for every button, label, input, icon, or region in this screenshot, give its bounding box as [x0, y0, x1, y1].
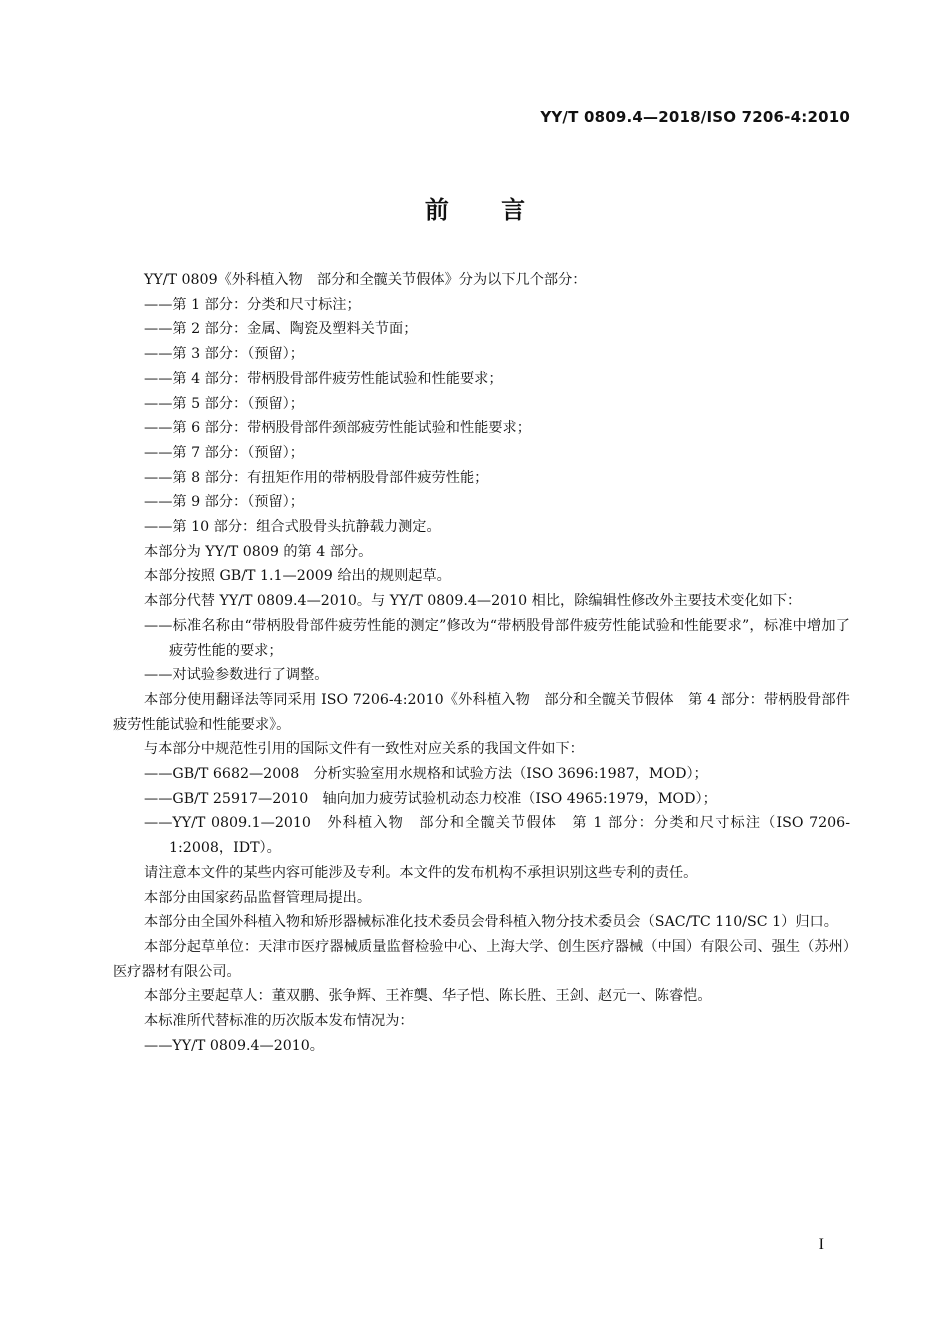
change-list-item: ——标准名称由“带柄股骨部件疲劳性能的测定”修改为“带柄股骨部件疲劳性能试验和性能要求”，标准中增加了疲劳性能的要求； — [144, 617, 850, 659]
drafting-units-paragraph: 本部分起草单位：天津市医疗器械质量监督检验中心、上海大学、创生医疗器械（中国）有限公司、强生（苏州）医疗器材有限公司。 — [113, 938, 850, 980]
intro-paragraph: YY/T 0809《外科植入物 部分和全髋关节假体》分为以下几个部分： — [144, 272, 587, 288]
managed-by-paragraph: 本部分由全国外科植入物和矫形器械标准化技术委员会骨科植入物分技术委员会（SAC/TC 110/SC 1）归口。 — [144, 914, 838, 931]
part-list-item: ——第 9 部分：（预留）； — [144, 494, 304, 511]
part-list-item: ——第 7 部分：（预留）； — [144, 444, 304, 461]
part-list-item: ——第 1 部分：分类和尺寸标注； — [144, 296, 361, 313]
part-list-item: ——第 4 部分：带柄股骨部件疲劳性能试验和性能要求； — [144, 370, 503, 387]
drafting-rules-paragraph: 本部分按照 GB/T 1.1—2009 给出的规则起草。 — [144, 568, 451, 585]
standard-code-header: YY/T 0809.4—2018/ISO 7206-4:2010 — [540, 108, 850, 126]
page-title: 前 言 — [424, 196, 526, 224]
page-number: I — [818, 1236, 824, 1253]
reference-list-item: ——YY/T 0809.1—2010 外科植入物 部分和全髋关节假体 第 1 部分：分类和尺寸标注（ISO 7206-1:2008，IDT）。 — [144, 815, 850, 857]
replaces-paragraph: 本部分代替 YY/T 0809.4—2010。与 YY/T 0809.4—2010 相比，除编辑性修改外主要技术变化如下： — [144, 593, 802, 610]
part-list-item: ——第 5 部分：（预留）； — [144, 395, 304, 412]
history-list-item: ——YY/T 0809.4—2010。 — [144, 1037, 324, 1054]
drafters-paragraph: 本部分主要起草人：董双鹏、张争辉、王祚龑、华子恺、陈长胜、王剑、赵元一、陈睿恺。 — [144, 988, 712, 1005]
part-list-item: ——第 6 部分：带柄股骨部件颈部疲劳性能试验和性能要求； — [144, 420, 531, 437]
change-list-item: ——对试验参数进行了调整。 — [144, 667, 329, 684]
proposed-by-paragraph: 本部分由国家药品监督管理局提出。 — [144, 889, 372, 906]
translation-paragraph: 本部分使用翻译法等同采用 ISO 7206-4:2010《外科植入物 部分和全髋关节假体 第 4 部分：带柄股骨部件疲劳性能试验和性能要求》。 — [113, 691, 850, 733]
foreword-body — [113, 268, 850, 1059]
part-list-item: ——第 10 部分：组合式股骨头抗静载力测定。 — [144, 519, 441, 536]
part-list-item: ——第 3 部分：（预留）； — [144, 346, 304, 363]
part-of-paragraph: 本部分为 YY/T 0809 的第 4 部分。 — [144, 543, 373, 560]
history-intro-paragraph: 本标准所代替标准的历次版本发布情况为： — [144, 1013, 414, 1030]
patent-notice-paragraph: 请注意本文件的某些内容可能涉及专利。本文件的发布机构不承担识别这些专利的责任。 — [144, 864, 698, 881]
reference-list-item: ——GB/T 25917—2010 轴向加力疲劳试验机动态力校准（ISO 4965:1979，MOD）； — [144, 790, 717, 807]
part-list-item: ——第 8 部分：有扭矩作用的带柄股骨部件疲劳性能； — [144, 469, 489, 486]
part-list-item: ——第 2 部分：金属、陶瓷及塑料关节面； — [144, 321, 418, 338]
references-intro-paragraph: 与本部分中规范性引用的国际文件有一致性对应关系的我国文件如下： — [144, 741, 584, 758]
reference-list-item: ——GB/T 6682—2008 分析实验室用水规格和试验方法（ISO 3696:1987，MOD）； — [144, 766, 708, 783]
